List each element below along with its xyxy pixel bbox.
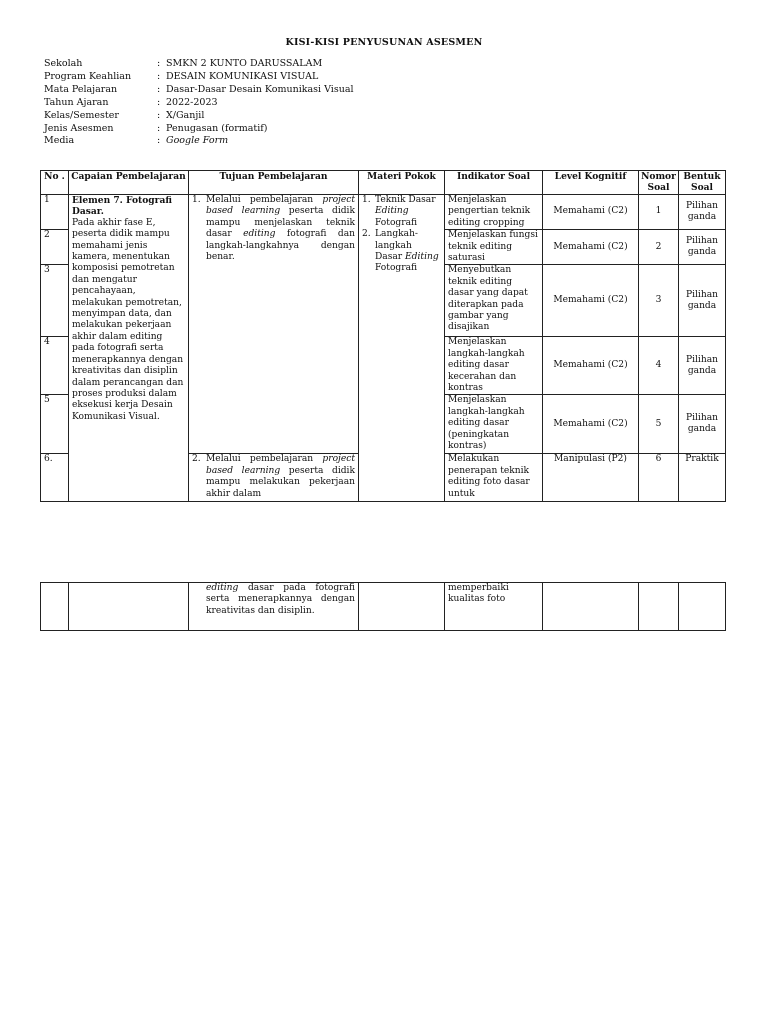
cont-tujuan-em: editing — [206, 583, 239, 593]
header-materi: Materi Pokok — [359, 171, 445, 195]
tujuan-text — [206, 454, 355, 500]
tujuan-text — [206, 195, 355, 263]
meta-row-kelas — [44, 110, 354, 123]
tujuan-list — [192, 454, 355, 500]
tujuan-list — [192, 195, 355, 263]
header-tujuan: Tujuan Pembelajaran — [189, 171, 359, 195]
capaian-body: Pada akhir fase E, peserta didik mampu memahami jenis kamera, menentukan komposisi pemotretan dan mengatur pencahayaan, melakukan pemotretan, menyimpan data, dan melakukan pekerjaan akhir dalam editing pada fotografi serta menerapkannya dengan kreativitas dan disiplin dalam perancangan dan proses produksi dalam eksekusi kerja Desain Komunikasi Visual. — [72, 217, 184, 422]
meta-colon: : — [157, 135, 161, 147]
materi-text — [375, 195, 441, 229]
meta-label: Mata Pelajaran — [44, 83, 118, 95]
meta-row-jenis — [44, 123, 354, 136]
row-bentuk: Pilihan ganda — [679, 395, 726, 454]
tujuan-post: peserta didik mampu melakukan pekerjaan akhir dalam — [206, 465, 355, 499]
assessment-grid-table — [40, 170, 726, 502]
row-nomor: 3 — [639, 265, 679, 337]
cont-capaian — [69, 583, 189, 631]
meta-value: Penugasan (formatif) — [166, 122, 268, 134]
row-level: Memahami (C2) — [543, 395, 639, 454]
row-bentuk: Praktik — [679, 454, 726, 502]
meta-label: Program Keahlian — [44, 70, 132, 82]
cont-indikator: memperbaiki kualitas foto — [445, 583, 543, 631]
meta-colon: : — [157, 96, 161, 108]
meta-value: SMKN 2 KUNTO DARUSSALAM — [166, 58, 323, 69]
materi-em: Editing — [405, 252, 439, 263]
tujuan-item — [192, 454, 355, 500]
capaian-heading: Elemen 7. Fotografi Dasar. — [72, 195, 172, 218]
row-bentuk: Pilihan ganda — [679, 230, 726, 265]
row-level: Manipulasi (P2) — [543, 454, 639, 502]
cont-materi — [359, 583, 445, 631]
tujuan-post: peserta didik mampu menjelaskan teknik dasar — [206, 206, 355, 240]
row-level: Memahami (C2) — [543, 230, 639, 265]
materi-text — [375, 229, 441, 275]
meta-label: Media — [44, 135, 75, 147]
meta-row-media — [44, 135, 354, 148]
cont-tujuan-rest: dasar pada fotografi serta menerapkannya dengan kreativitas dan disiplin. — [206, 583, 355, 616]
row-no: 4 — [41, 337, 69, 395]
table-header-row — [41, 171, 726, 195]
row-no: 5 — [41, 395, 69, 454]
cont-tujuan-text — [192, 583, 355, 617]
meta-value: 2022-2023 — [166, 96, 218, 108]
row-level: Memahami (C2) — [543, 337, 639, 395]
tujuan-post2: fotografi dan langkah-langkahnya dengan benar. — [206, 229, 355, 263]
tujuan-num: 1. — [192, 195, 201, 205]
row-level: Memahami (C2) — [543, 265, 639, 337]
meta-value: DESAIN KOMUNIKASI VISUAL — [166, 70, 319, 82]
cont-no — [41, 583, 69, 631]
materi-num: 1. — [362, 195, 371, 205]
materi-item — [362, 195, 441, 229]
meta-label: Kelas/Semester — [44, 109, 119, 121]
tujuan-num: 2. — [192, 454, 201, 465]
row-no: 3 — [41, 265, 69, 337]
row-indikator: Menjelaskan langkah-langkah editing dasar (peningkatan kontras) — [445, 395, 543, 454]
row-nomor: 1 — [639, 195, 679, 230]
row-indikator: Menjelaskan langkah-langkah editing dasar kecerahan dan kontras — [445, 337, 543, 395]
cont-level — [543, 583, 639, 631]
row-nomor: 5 — [639, 395, 679, 454]
materi-item — [362, 229, 441, 275]
meta-label: Tahun Ajaran — [44, 96, 109, 108]
meta-value: Dasar-Dasar Desain Komunikasi Visual — [166, 83, 354, 95]
header-capaian: Capaian Pembelajaran — [69, 171, 189, 195]
meta-label: Jenis Asesmen — [44, 122, 114, 134]
header-nomor: Nomor Soal — [639, 171, 679, 195]
row-no: 1 — [41, 195, 69, 230]
meta-colon: : — [157, 70, 161, 82]
tujuan-em: project based learning — [206, 454, 355, 476]
header-bentuk: Bentuk Soal — [679, 171, 726, 195]
cont-tujuan — [189, 583, 359, 631]
tujuan-em2: editing — [243, 229, 276, 240]
tujuan-pre: Melalui pembelajaran — [206, 195, 323, 205]
page-title: KISI-KISI PENYUSUNAN ASESMEN — [285, 37, 483, 48]
meta-colon: : — [157, 122, 161, 134]
row-bentuk: Pilihan ganda — [679, 265, 726, 337]
meta-colon: : — [157, 83, 161, 95]
row-indikator: Melakukan penerapan teknik editing foto dasar untuk — [445, 454, 543, 502]
row-bentuk: Pilihan ganda — [679, 337, 726, 395]
meta-value: X/Ganjil — [166, 109, 205, 121]
meta-row-program — [44, 71, 354, 84]
row-indikator: Menjelaskan pengertian teknik editing cropping — [445, 195, 543, 230]
tujuan-cell-1 — [189, 195, 359, 454]
tujuan-cell-2 — [189, 454, 359, 502]
meta-value: Google Form — [166, 135, 229, 147]
header-no: No . — [41, 171, 69, 195]
cont-nomor — [639, 583, 679, 631]
row-nomor: 2 — [639, 230, 679, 265]
meta-colon: : — [157, 109, 161, 121]
header-level: Level Kognitif — [543, 171, 639, 195]
row-level: Memahami (C2) — [543, 195, 639, 230]
row-indikator: Menyebutkan teknik editing dasar yang dapat diterapkan pada gambar yang disajikan — [445, 265, 543, 337]
table-row — [41, 583, 726, 631]
row-indikator: Menjelaskan fungsi teknik editing saturasi — [445, 230, 543, 265]
materi-b: Fotografi — [375, 263, 418, 274]
materi-b: Fotografi — [375, 217, 418, 228]
row-nomor: 4 — [639, 337, 679, 395]
table-row — [41, 195, 726, 230]
tujuan-item — [192, 195, 355, 263]
meta-label: Sekolah — [44, 58, 83, 69]
tujuan-em: project based learning — [206, 195, 355, 217]
materi-a: Langkah-langkah Dasar — [375, 229, 418, 263]
row-bentuk: Pilihan ganda — [679, 195, 726, 230]
meta-row-mapel — [44, 84, 354, 97]
row-no: 6. — [41, 454, 69, 502]
meta-row-sekolah — [44, 58, 354, 71]
tujuan-pre: Melalui pembelajaran — [206, 454, 323, 465]
materi-em: Editing — [375, 206, 409, 217]
row-no: 2 — [41, 230, 69, 265]
materi-a: Teknik Dasar — [375, 195, 436, 205]
cont-bentuk — [679, 583, 726, 631]
document-meta — [44, 58, 354, 148]
materi-num: 2. — [362, 229, 371, 240]
capaian-cell — [69, 195, 189, 502]
row-nomor: 6 — [639, 454, 679, 502]
meta-row-tahun — [44, 97, 354, 110]
header-indikator: Indikator Soal — [445, 171, 543, 195]
meta-colon: : — [157, 58, 161, 69]
materi-cell — [359, 195, 445, 502]
assessment-grid-continuation — [40, 582, 726, 631]
